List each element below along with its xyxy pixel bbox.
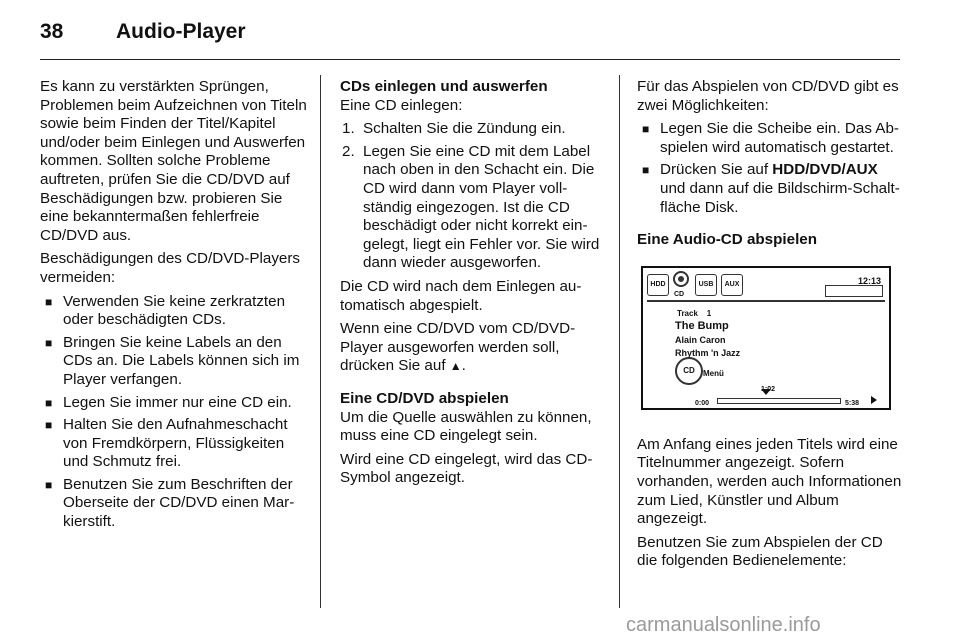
song-title: The Bump: [675, 319, 729, 332]
progress-bar: [717, 398, 841, 404]
menu-label: Menü: [703, 368, 724, 378]
column-middle: [340, 78, 606, 493]
paragraph-track-info: Am Anfang eines jeden Titels wird eine Titelnummer angezeigt. Sofern vorhanden, werden auch Informationen zum Lied, Künstler und Album angezeigt.: [637, 435, 902, 528]
hdd-dvd-aux-label: HDD/DVD/AUX: [772, 161, 878, 179]
step-text: Schalten Sie die Zündung ein.: [363, 120, 566, 138]
column-divider: [320, 75, 321, 608]
cd-menu-button: CD: [675, 357, 703, 385]
position-marker-icon: [761, 389, 771, 395]
start-time: 0:00: [695, 399, 710, 407]
cd-button-label: CD: [674, 290, 685, 298]
watermark-text: carmanualsonline.info: [626, 614, 821, 636]
list-item: [637, 161, 903, 217]
bullet-list-care: [40, 293, 312, 532]
track-number: 1: [706, 308, 712, 318]
audio-player-screen-illustration: [641, 266, 891, 410]
list-text: Drücken Sie auf: [660, 161, 769, 179]
paragraph-autoplay: Die CD wird nach dem Einlegen automatisch abgespielt.: [340, 277, 582, 314]
aux-button: AUX: [721, 274, 743, 296]
column-right: [637, 78, 903, 576]
paragraph-controls: Benutzen Sie zum Abspielen der CD die folgenden Bedienelemente:: [637, 533, 883, 570]
step-item: [340, 120, 606, 139]
paragraph-insert-intro: Eine CD einlegen:: [340, 96, 463, 114]
heading-play-cd-dvd: Eine CD/DVD abspielen: [340, 389, 509, 407]
artist-name: Alain Caron: [675, 334, 726, 345]
eject-text: Wenn eine CD/DVD vom CD/DVD-Player ausgeworfen werden soll, drücken Sie auf: [340, 320, 576, 375]
list-text: und dann auf die Bildschirm-Schaltfläche Disk.: [660, 179, 900, 216]
page-number: 38: [40, 20, 64, 43]
status-icons: [825, 285, 883, 297]
page-title: Audio-Player: [116, 20, 246, 43]
heading-insert-eject: CDs einlegen und auswerfen: [340, 78, 548, 95]
usb-button: USB: [695, 274, 717, 296]
paragraph-cd-symbol: Wird eine CD eingelegt, wird das CD-Symbol angezeigt.: [340, 450, 593, 487]
list-item: ■ Verwenden Sie keine zerkratzten oder beschädigten CDs.: [40, 293, 312, 330]
list-item: ■ Benutzen Sie zum Beschriften der Oberseite der CD/DVD einen Markierstift.: [40, 476, 312, 532]
list-item: ■ Halten Sie den Aufnahmeschacht von Fremdkörpern, Flüssigkeiten und Schmutz frei.: [40, 416, 312, 472]
paragraph-options: Für das Abspielen von CD/DVD gibt es zwei Möglichkeiten:: [637, 78, 899, 114]
paragraph-avoid-damage: Beschädigungen des CD/DVD-Players vermeiden:: [40, 250, 301, 286]
list-item: ■ Legen Sie immer nur eine CD ein.: [40, 394, 312, 413]
page-header: [40, 18, 920, 58]
list-item: ■ Legen Sie die Scheibe ein. Das Abspielen wird automatisch gestartet.: [637, 120, 903, 157]
cd-icon: [673, 271, 689, 287]
album-name: Rhythm 'n Jazz: [675, 347, 741, 358]
eject-text-end: .: [461, 357, 466, 375]
screen-divider: [647, 300, 885, 302]
playback-position: 1:02: [761, 385, 776, 393]
paragraph-eject: [340, 320, 606, 376]
step-text: Legen Sie eine CD mit dem Label nach oben in den Schacht ein. Die CD wird dann vom Player vollständig eingezogen. Ist die CD beschädigt oder nicht korrekt eingelegt, liegt ein Fehler vor. Sie wird dann wieder ausgeworfen.: [363, 142, 600, 272]
steps-list: [340, 120, 606, 273]
header-rule: [40, 59, 900, 60]
step-number: 2.: [342, 142, 355, 160]
play-icon: [871, 396, 877, 404]
bullet-list-options: [637, 120, 903, 217]
end-time: 5:38: [845, 399, 860, 407]
paragraph-source: Um die Quelle auswählen zu können, muss eine CD eingelegt sein.: [340, 408, 592, 445]
column-divider: [619, 75, 620, 608]
step-item: [340, 143, 606, 273]
heading-audio-cd: Eine Audio-CD abspielen: [637, 231, 818, 249]
column-left: [40, 78, 312, 537]
track-label: Track: [677, 308, 698, 318]
hdd-button: HDD: [647, 274, 669, 296]
paragraph-problems: Es kann zu verstärkten Sprüngen, Problemen beim Aufzeichnen von Titeln sowie beim Finden der Titel/Kapitel und/oder beim Einlegen und Auswerfen kommen. Sollten solche Probleme auftreten, prüfen Sie die CD/DVD auf Beschädigungen bzw. probieren Sie eine bekanntermaßen fehlerfreie CD/DVD aus.: [40, 78, 307, 244]
eject-icon: ▲: [449, 359, 462, 374]
step-number: 1.: [342, 120, 355, 138]
clock-time: 12:13: [857, 275, 881, 286]
list-item: ■ Bringen Sie keine Labels an den CDs an. Die Labels können sich im Player verfangen.: [40, 334, 312, 390]
